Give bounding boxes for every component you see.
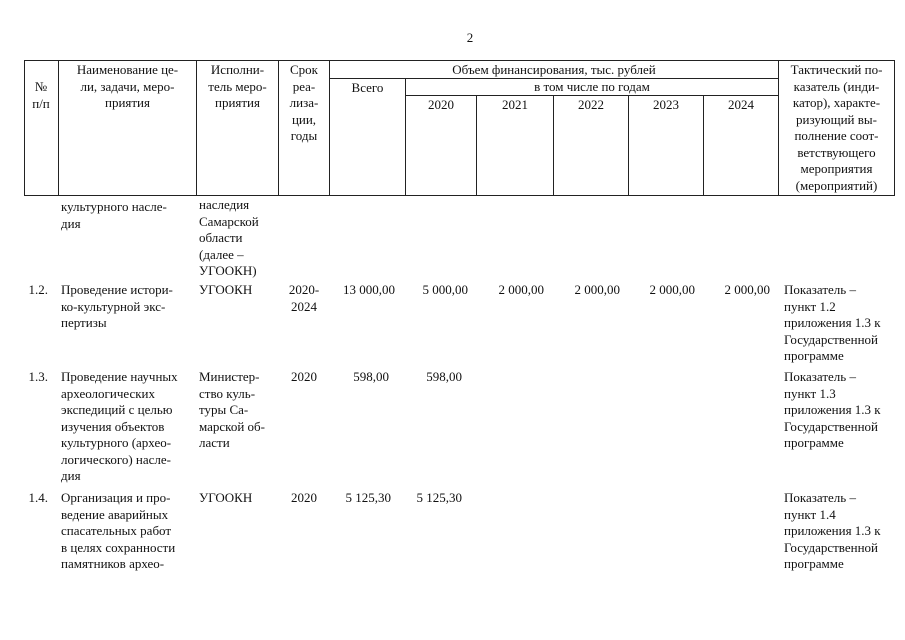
row-name: Организация и про- ведение аварийных спасательных работ в целях сохранности памятников археo- — [61, 490, 176, 571]
row-executor: наследия Самарской области (далее – УГООКН) — [199, 197, 259, 278]
header-year-2024: 2024 — [728, 97, 754, 112]
row-name: Проведение истори- ко-культурной экс- пертизы — [61, 282, 173, 330]
row-indicator: Показатель – пункт 1.2 приложения 1.3 к Государственной программе — [784, 282, 881, 363]
rule-col-11 — [894, 60, 895, 196]
row-y2021: 2 000,00 — [498, 282, 544, 297]
row-y2020: 5 125,30 — [416, 490, 462, 505]
row-term: 2020 — [291, 490, 317, 505]
row-num: 1.2. — [28, 282, 48, 297]
row-executor: Министер- ство куль- туры Са- марской об- ласти — [199, 369, 265, 450]
header-indicator: Тактический по- казатель (инди- катор), характе- ризующий вы- полнение соот- ветствующего мероприятия (мероприятий) — [790, 62, 883, 193]
row-indicator: Показатель – пункт 1.3 приложения 1.3 к Государственной программе — [784, 369, 881, 450]
header-by-years: в том числе по годам — [534, 79, 650, 94]
row-indicator: Показатель – пункт 1.4 приложения 1.3 к Государственной программе — [784, 490, 881, 571]
row-executor: УГООКН — [199, 490, 253, 505]
row-y2024: 2 000,00 — [724, 282, 770, 297]
row-y2023: 2 000,00 — [649, 282, 695, 297]
row-name: Проведение научных археологических экспедиций с целью изучения объектов культурного (архео- логического) насле- дия — [61, 369, 178, 483]
header-year-2020: 2020 — [428, 97, 454, 112]
row-executor: УГООКН — [199, 282, 253, 297]
header-year-2021: 2021 — [502, 97, 528, 112]
row-y2022: 2 000,00 — [574, 282, 620, 297]
header-executor: Исполни- тель меро- приятия — [208, 62, 267, 110]
header-year-2023: 2023 — [653, 97, 679, 112]
rule-col-5 — [405, 78, 406, 196]
row-y2020: 598,00 — [426, 369, 462, 384]
row-total: 598,00 — [353, 369, 389, 384]
row-total: 13 000,00 — [343, 282, 395, 297]
page-number: 2 — [466, 30, 474, 45]
rule-top — [24, 60, 895, 61]
header-year-2022: 2022 — [578, 97, 604, 112]
row-num: 1.3. — [28, 369, 48, 384]
row-num: 1.4. — [28, 490, 48, 505]
header-term: Срок реа- лиза- ции, годы — [289, 62, 319, 143]
row-term: 2020 — [291, 369, 317, 384]
rule-header-bottom — [24, 195, 895, 196]
row-term: 2020- 2024 — [288, 282, 320, 314]
header-name: Наименование це- ли, задачи, меро- приятия — [76, 62, 179, 110]
header-financing: Объем финансирования, тыс. рублей — [452, 62, 656, 77]
header-total: Всего — [351, 80, 384, 95]
row-total: 5 125,30 — [345, 490, 391, 505]
header-num: № п/п — [32, 79, 50, 111]
row-name: культурного насле- дия — [61, 199, 167, 231]
row-y2020: 5 000,00 — [422, 282, 468, 297]
